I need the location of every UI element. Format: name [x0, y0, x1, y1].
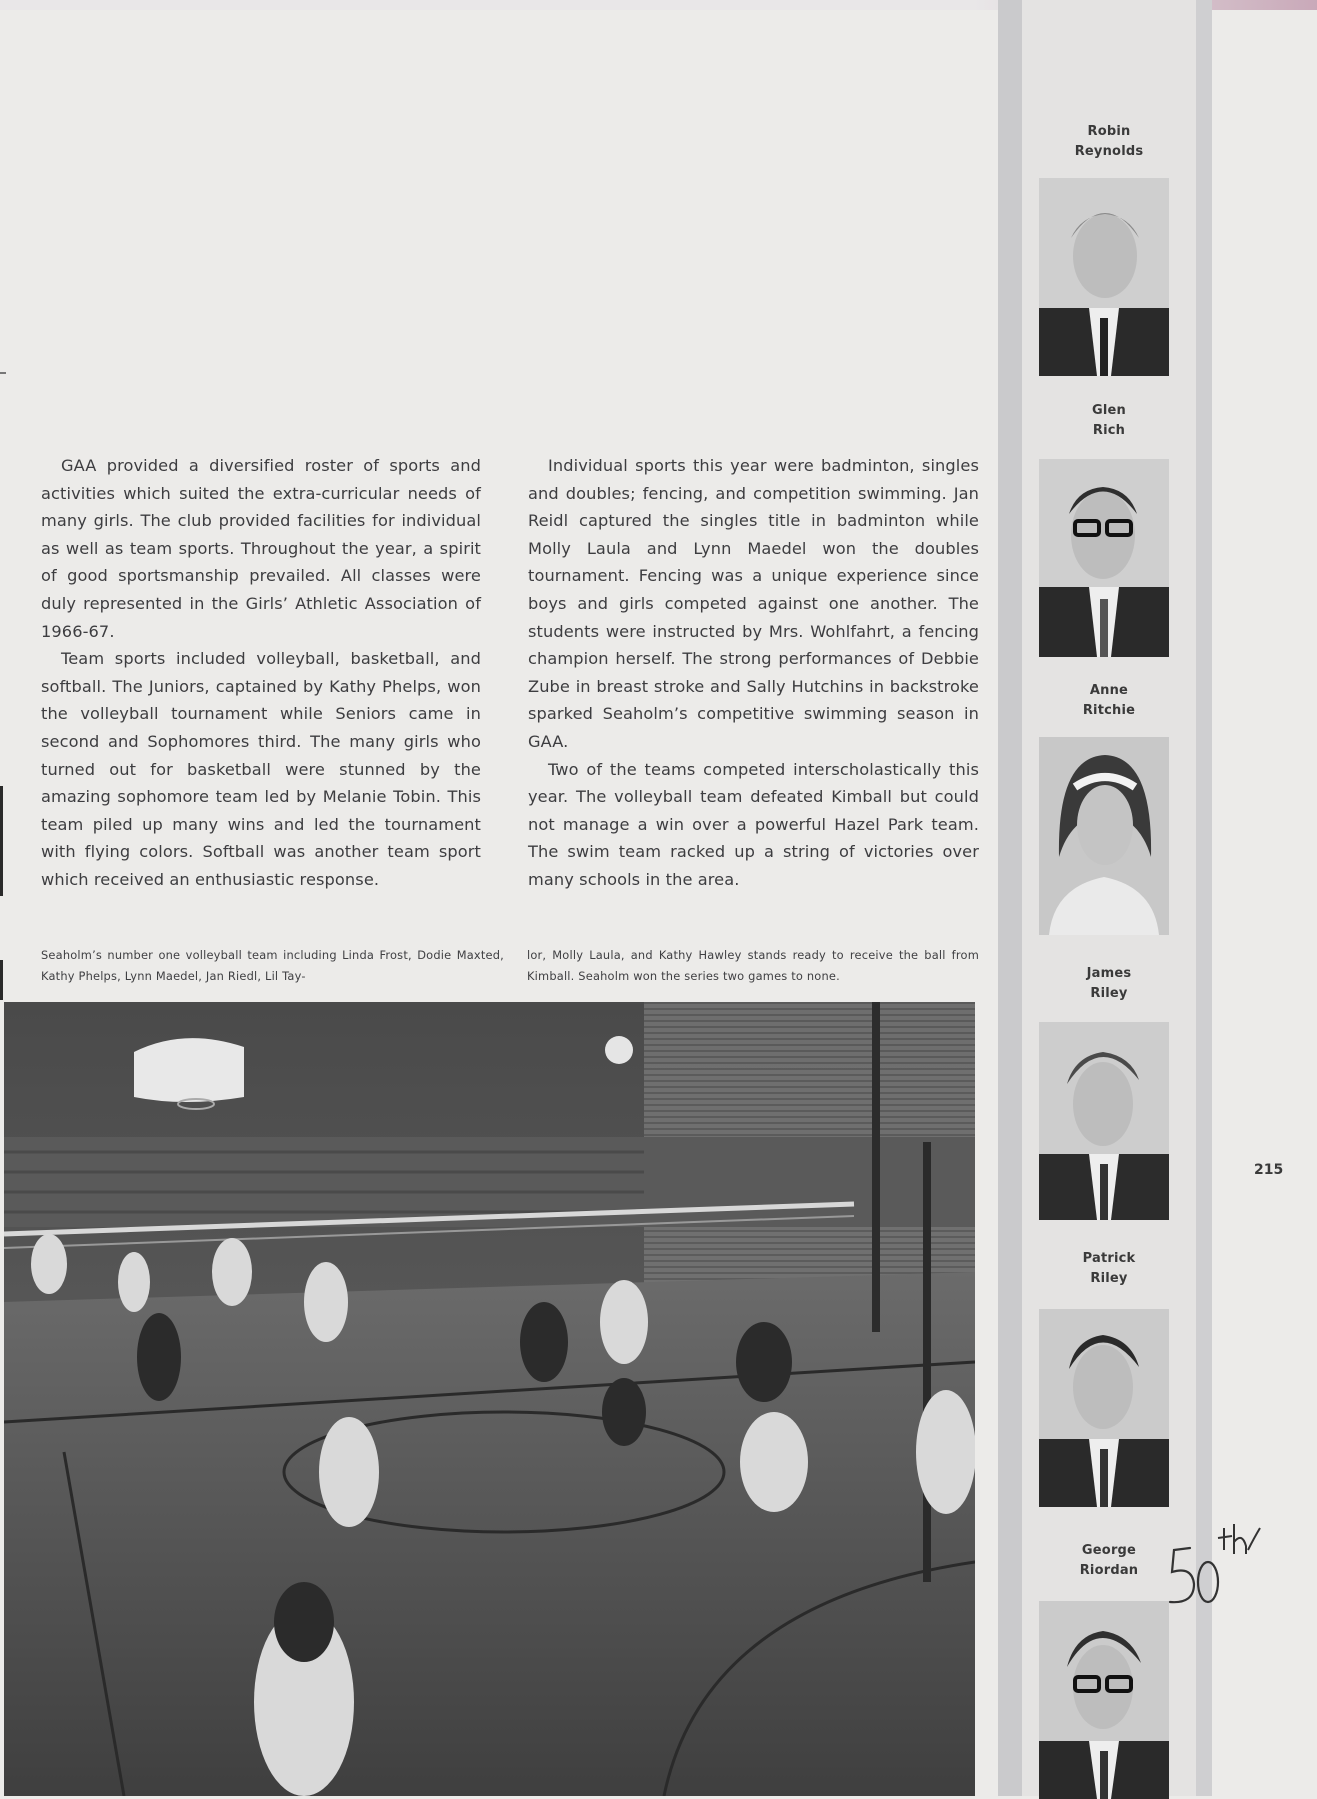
- portrait-first-name: George: [1081, 1543, 1137, 1558]
- sidebar-left-border: [998, 0, 1022, 1796]
- portrait-photo: [1039, 1022, 1169, 1220]
- portrait-entry: [1022, 122, 1196, 162]
- binding-edge: [0, 786, 3, 896]
- portrait-photo: [1039, 737, 1169, 935]
- portrait-last-name: Ritchie: [1082, 703, 1136, 718]
- paragraph-interscholastic: Two of the teams competed interscholastically this year. The volleyball team defeated Kimball but could not manage a win over a powerful Hazel Park team. The swim team racked up a string of victories over many schools in the area.: [528, 759, 979, 889]
- portrait-entry: [1022, 1249, 1196, 1289]
- body-text-left-column: [41, 452, 481, 894]
- portrait-last-name: Reynolds: [1074, 144, 1144, 159]
- photo-caption-left: Seaholm’s number one volleyball team including Linda Frost, Dodie Maxted, Kathy Phelps, Lynn Maedel, Jan Riedl, Lil Tay-: [41, 948, 504, 983]
- portrait-photo: [1039, 1309, 1169, 1507]
- portrait-last-name: Riley: [1090, 986, 1128, 1001]
- portrait-entry: [1022, 964, 1196, 1004]
- portrait-last-name: Riordan: [1079, 1563, 1139, 1578]
- paragraph-individual-sports: Individual sports this year were badminton, singles and doubles; fencing, and competition swimming. Jan Reidl captured the singles title in badminton while Molly Laula and Lynn Maedel won the doubles tournament. Fencing was a unique experience since boys and girls competed against one another. The students were instructed by Mrs. Wohlfahrt, a fencing champion herself. The strong performances of Debbie Zube in breast stroke and Sally Hutchins in backstroke sparked Seaholm’s competitive swimming season in GAA.: [528, 456, 979, 751]
- margin-mark: [0, 372, 6, 374]
- portrait-first-name: Patrick: [1082, 1251, 1136, 1266]
- portrait-last-name: Riley: [1090, 1271, 1128, 1286]
- portrait-photo: [1039, 1601, 1169, 1799]
- photo-caption-right: lor, Molly Laula, and Kathy Hawley stands ready to receive the ball from Kimball. Seaholm won the series two games to none.: [527, 948, 979, 983]
- portrait-first-name: James: [1086, 966, 1132, 981]
- paragraph-gaa-intro: GAA provided a diversified roster of sports and activities which suited the extra-curricular needs of many girls. The club provided facilities for individual as well as team sports. Throughout the year, a spirit of good sportsmanship prevailed. All classes were duly represented in the Girls’ Athletic Association of 1966-67.: [41, 456, 481, 641]
- portrait-entry: [1022, 681, 1196, 721]
- handwritten-note: [1162, 1520, 1272, 1630]
- portrait-entry: [1022, 401, 1196, 441]
- portrait-last-name: Rich: [1092, 423, 1126, 438]
- page-number: 215: [1254, 1162, 1284, 1178]
- portrait-photo: [1039, 459, 1169, 657]
- portrait-photo: [1039, 178, 1169, 376]
- portrait-first-name: Glen: [1092, 403, 1126, 418]
- portrait-first-name: Anne: [1089, 683, 1129, 698]
- portrait-first-name: Robin: [1087, 124, 1131, 139]
- volleyball-photo: [4, 1002, 975, 1796]
- binding-edge-lower: [0, 960, 3, 1000]
- body-text-right-column: [528, 452, 979, 894]
- paragraph-team-sports: Team sports included volleyball, basketball, and softball. The Juniors, captained by Kathy Phelps, won the volleyball tournament while Seniors came in second and Sophomores third. The many girls who turned out for basketball were stunned by the amazing sophomore team led by Melanie Tobin. This team piled up many wins and led the tournament with flying colors. Softball was another team sport which received an enthusiastic response.: [41, 649, 481, 889]
